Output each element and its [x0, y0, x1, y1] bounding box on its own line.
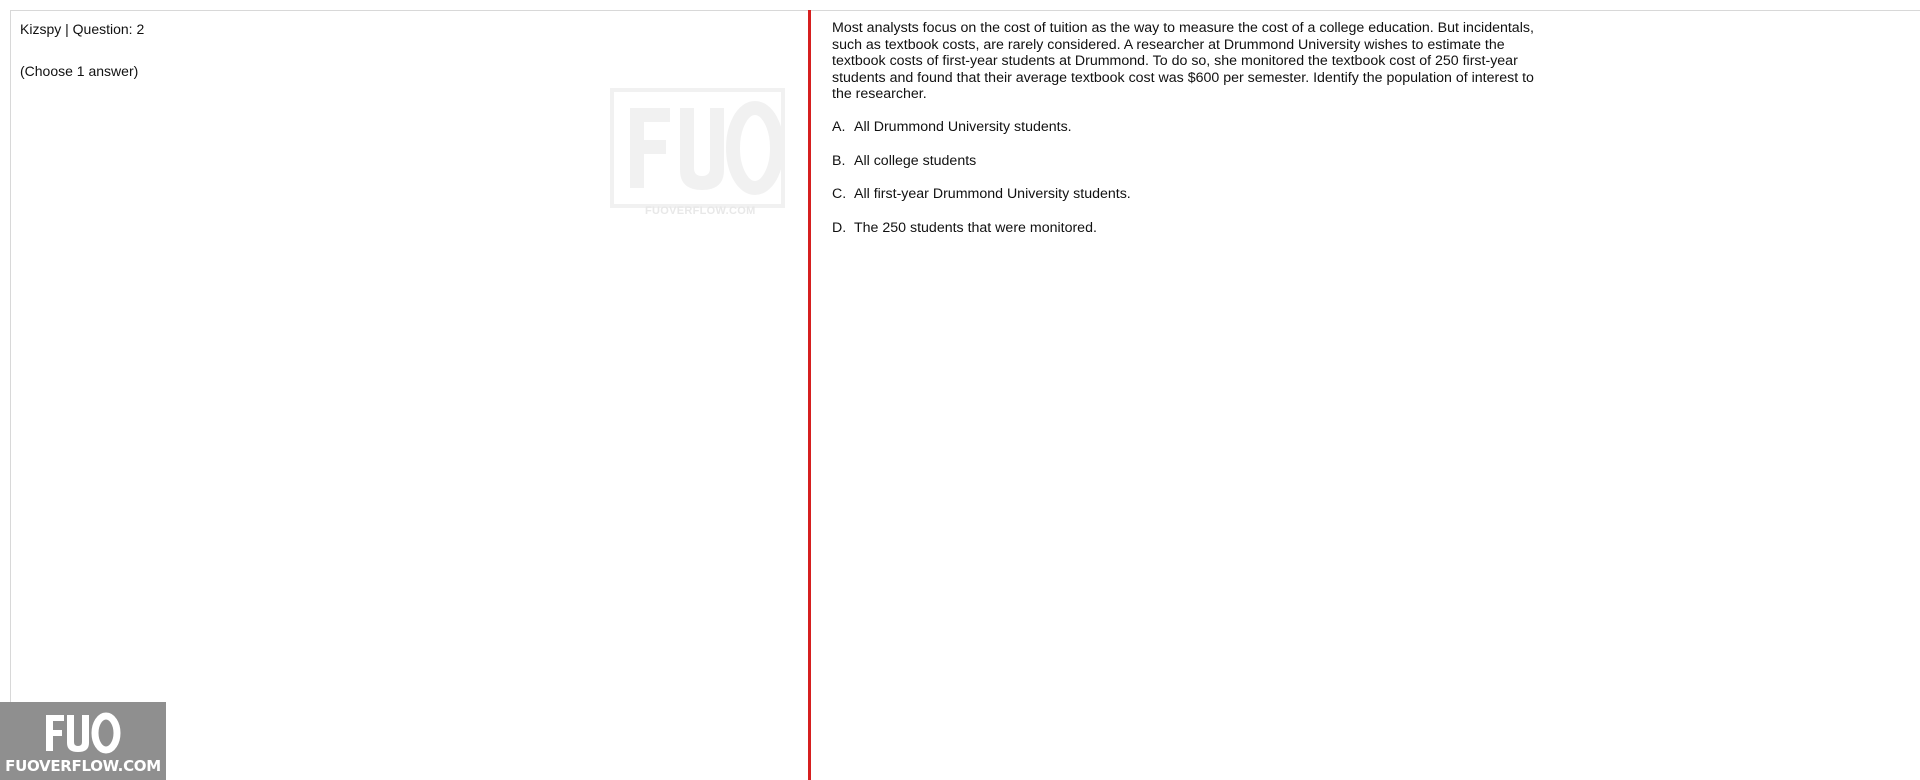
answer-option-b[interactable]: [832, 153, 1131, 187]
background-watermark-logo-icon: [610, 88, 785, 208]
option-letter: C.: [832, 186, 847, 202]
question-text: Most analysts focus on the cost of tuition as the way to measure the cost of a college education. But incidentals, such as textbook costs, are rarely considered. A researcher at Drummond University wishes to estimate the textbook costs of first-year students at Drummond. To do so, she monitored the textbook cost of 250 first-year students and found that their average textbook cost was $600 per semester. Identify the population of interest to the researcher.: [832, 20, 1534, 102]
option-letter: A.: [832, 119, 846, 135]
right-pane: [811, 10, 1920, 780]
answer-instruction: (Choose 1 answer): [20, 63, 139, 79]
answer-option-a[interactable]: [832, 119, 1131, 153]
logo-caption: FUOVERFLOW.COM: [5, 757, 161, 775]
fuo-logo-icon: [44, 711, 122, 755]
option-text: All college students: [854, 152, 977, 169]
option-text: The 250 students that were monitored.: [854, 219, 1097, 236]
option-letter: D.: [832, 219, 847, 236]
fuoverflow-logo: [0, 702, 166, 780]
answer-options: [832, 119, 1131, 253]
option-text: All Drummond University students.: [854, 119, 1072, 135]
background-watermark-caption: FUOVERFLOW.COM: [645, 205, 756, 217]
answer-option-c[interactable]: [832, 186, 1131, 220]
question-header: Kizspy | Question: 2: [20, 21, 145, 37]
option-letter: B.: [832, 152, 846, 169]
answer-option-d[interactable]: [832, 220, 1131, 254]
option-text: All first-year Drummond University students.: [854, 186, 1131, 202]
